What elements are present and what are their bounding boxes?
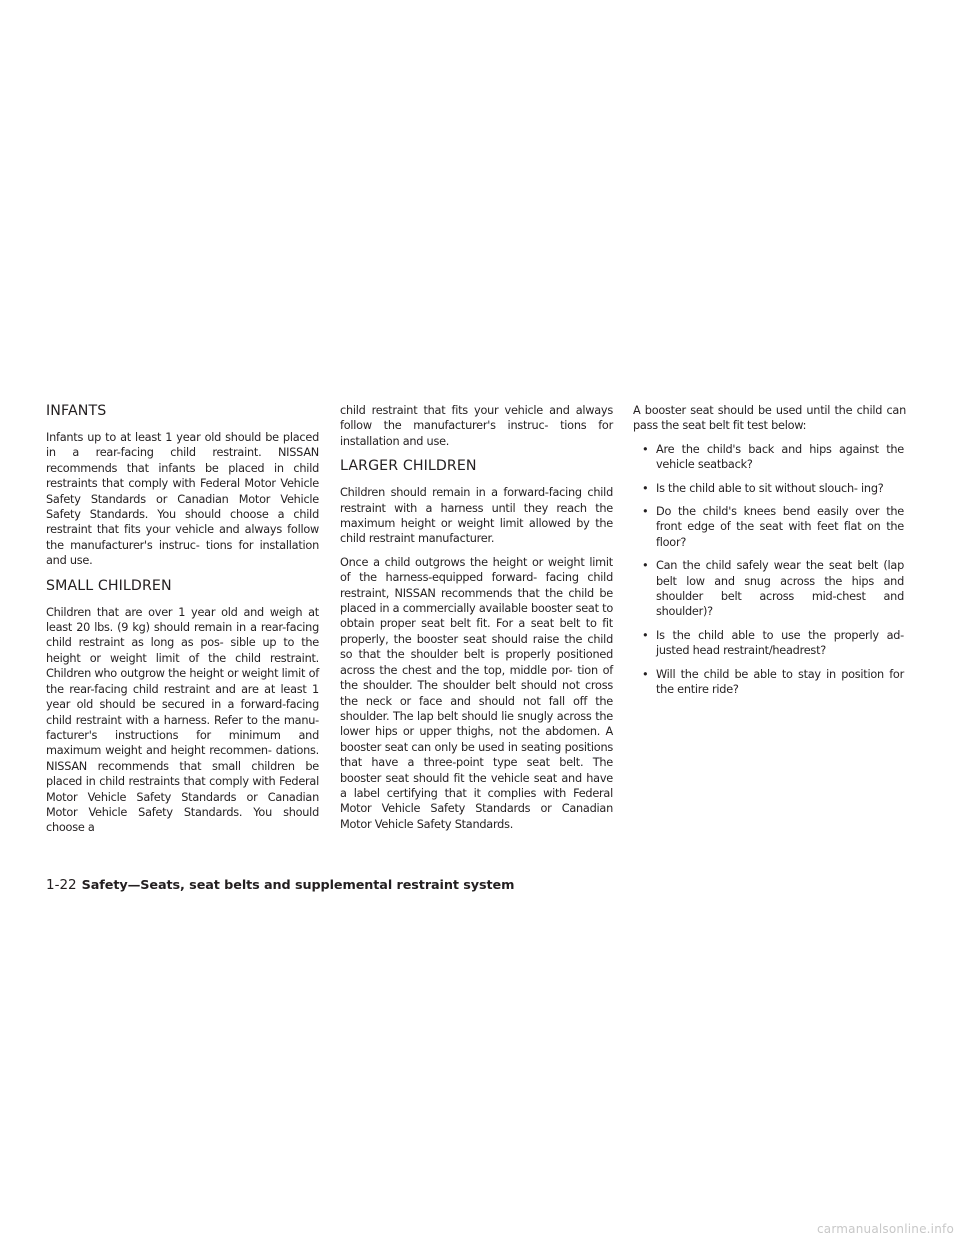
section-title: Safety—Seats, seat belts and supplemental restraint system: [81, 878, 515, 893]
bullet-icon: •: [642, 442, 649, 456]
column-right: [633, 403, 906, 706]
larger-children-paragraph-2: Once a child outgrows the height or weight limit of the harness-equipped forward- facing child restraint, NISSAN recommends that the child be placed in a commercially available booster seat to obtain proper seat belt fit. For a seat belt to fit properly, the booster seat should raise the child so that the shoulder belt is properly positioned across the chest and the top, middle por- tion of the shoulder. The shoulder belt should not cross the neck or face and should not fall off the shoulder. The lap belt should lie snugly across the lower hips or upper thighs, not the abdomen. A booster seat can only be used in seating positions that have a three-point type seat belt. The booster seat should fit the vehicle seat and have a label certifying that it complies with Federal Motor Vehicle Safety Standards or Canadian Motor Vehicle Safety Standards.: [340, 555, 613, 831]
column-middle: [340, 403, 613, 840]
small-children-paragraph: Children that are over 1 year old and weigh at least 20 lbs. (9 kg) should remain in a rear-facing child restraint as long as pos- sible up to the height or weight limit of the child restraint. Children who outgrow the height or weight limit of the rear-facing child restraint and are at least 1 year old should be secured in a forward-facing child restraint with a harness. Refer to the manu- facturer's instructions for minimum and maximum weight and height recommen- dations. NISSAN recommends that small children be placed in child restraints that comply with Federal Motor Vehicle Safety Standards or Canadian Motor Vehicle Safety Standards. You should choose a: [46, 605, 319, 835]
bullet-icon: •: [642, 628, 649, 642]
bullet-icon: •: [642, 481, 649, 495]
small-children-paragraph-continued: child restraint that fits your vehicle and always follow the manufacturer's instruc- tions for installation and use.: [340, 404, 613, 448]
heading-infants: INFANTS: [46, 403, 107, 419]
list-item: • Are the child's back and hips against the vehicle seatback?: [642, 442, 904, 472]
page-footer: [46, 877, 514, 893]
list-item: • Can the child safely wear the seat belt (lap belt low and snug across the hips and shoulder belt across mid-chest and shoulder)?: [642, 559, 904, 619]
list-item: • Will the child be able to stay in position for the entire ride?: [642, 667, 904, 697]
column-left: [46, 402, 319, 844]
larger-children-paragraph-1: Children should remain in a forward-facing child restraint with a harness until they reach the maximum height or weight limit allowed by the child restraint manufacturer.: [340, 486, 613, 546]
infants-paragraph: Infants up to at least 1 year old should be placed in a rear-facing child restraint. NISSAN recommends that infants be placed in child restraints that comply with Federal Motor Vehicle Safety Standards or Canadian Motor Vehicle Safety Standards. You should choose a child restraint that fits your vehicle and always follow the manufacturer's instruc- tions for installation and use.: [46, 431, 319, 568]
bullet-icon: •: [642, 505, 649, 519]
fit-test-intro: A booster seat should be used until the child can pass the seat belt fit test below:: [633, 404, 906, 433]
fit-test-list: [633, 442, 906, 698]
heading-small-children: SMALL CHILDREN: [46, 577, 172, 594]
list-item: • Is the child able to use the properly ad- justed head restraint/headrest?: [642, 628, 904, 658]
page-number: 1-22: [46, 877, 77, 893]
watermark: carmanualsonline.info: [817, 1222, 954, 1236]
bullet-icon: •: [642, 559, 649, 573]
list-item: • Is the child able to sit without slouch- ing?: [642, 481, 884, 495]
bullet-icon: •: [642, 667, 649, 681]
list-item: • Do the child's knees bend easily over the front edge of the seat with feet flat on the floor?: [642, 505, 904, 549]
heading-larger-children: LARGER CHILDREN: [340, 458, 477, 475]
